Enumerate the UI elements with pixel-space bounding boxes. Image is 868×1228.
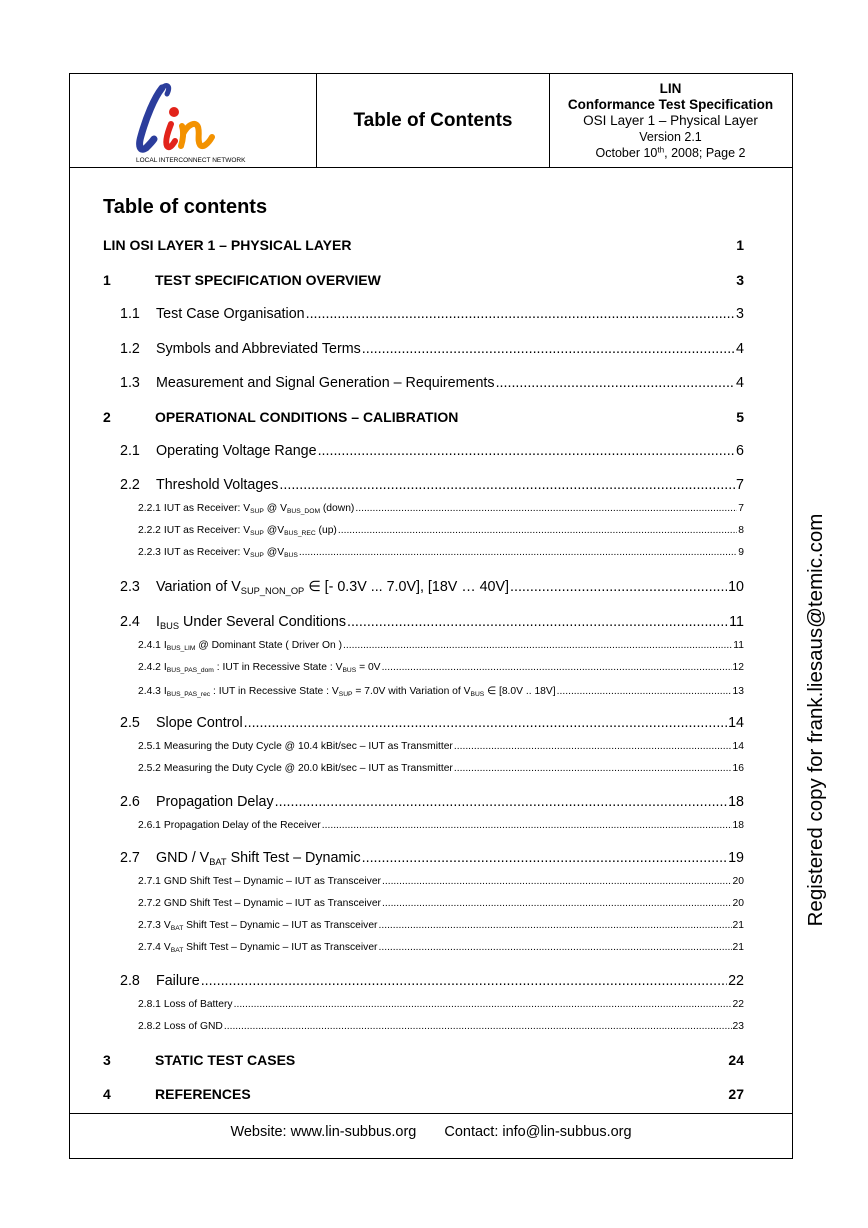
footer-contact: Contact: info@lin-subbus.org — [444, 1124, 632, 1140]
toc-entry-4[interactable]: 4 REFERENCES 27 — [103, 1086, 744, 1102]
toc-entry-1[interactable]: 1 TEST SPECIFICATION OVERVIEW 3 — [103, 272, 744, 288]
toc-entry-2-7-1[interactable]: 2.7.1 GND Shift Test – Dynamic – IUT as Transceiver ..... 20 — [138, 876, 744, 887]
toc-entry-2-3[interactable]: 2.3 Variation of $V_{SUP\_NON\_OP}$ ∈ [- 0.3V ... 7.0V], [18V … 40V] ..... 10 — [120, 579, 744, 595]
toc-entry-2-4-2[interactable]: 2.4.2 $I_{BUS\_PAS\_dom}$ : IUT in Recessive State : $V_{BUS} = 0V$ ..... 12 — [138, 662, 744, 673]
toc-entry-2-7-4[interactable]: 2.7.4 $V_{BAT}$ Shift Test – Dynamic – IUT as Transceiver ..... 21 — [138, 942, 744, 953]
logo-caption: LOCAL INTERCONNECT NETWORK — [136, 157, 246, 164]
document-footer — [70, 1113, 792, 1158]
footer-website: Website: www.lin-subbus.org — [230, 1124, 417, 1140]
toc-entry-2-7-2[interactable]: 2.7.2 GND Shift Test – Dynamic – IUT as Transceiver ..... 20 — [138, 898, 744, 909]
toc-entry-1-3[interactable]: 1.3 Measurement and Signal Generation – Requirements ..... 4 — [120, 375, 744, 391]
toc-entry-2-1[interactable]: 2.1 Operating Voltage Range ..... 6 — [120, 443, 744, 459]
header-lin: LIN — [659, 81, 682, 96]
toc-entry-1-1[interactable]: 1.1 Test Case Organisation ..... 3 — [120, 306, 744, 322]
toc-entry-2-8-1[interactable]: 2.8.1 Loss of Battery ..... 22 — [138, 999, 744, 1010]
toc-entry-2-6-1[interactable]: 2.6.1 Propagation Delay of the Receiver ..... 18 — [138, 820, 744, 831]
toc-title: Table of contents — [103, 196, 268, 218]
header-doc-info — [549, 74, 792, 167]
toc-entry-3[interactable]: 3 STATIC TEST CASES 24 — [103, 1052, 744, 1068]
toc-entry-2-5-2[interactable]: 2.5.2 Measuring the Duty Cycle @ 20.0 kBit/sec – IUT as Transmitter ..... 16 — [138, 763, 744, 774]
toc-entry-2-2[interactable]: 2.2 Threshold Voltages ..... 7 — [120, 477, 744, 493]
toc-entry-1-2[interactable]: 1.2 Symbols and Abbreviated Terms ..... 4 — [120, 341, 744, 357]
lin-logo — [70, 74, 316, 167]
header-title: Table of Contents — [316, 74, 550, 167]
header-osi-layer: OSI Layer 1 – Physical Layer — [583, 113, 758, 128]
toc-entry-2-5-1[interactable]: 2.5.1 Measuring the Duty Cycle @ 10.4 kBit/sec – IUT as Transmitter ..... 14 — [138, 741, 744, 752]
toc-entry-2-2-1[interactable]: 2.2.1 IUT as Receiver: $V_{SUP}$ @ $V_{BUS\_DOM}$ (down) ..... 7 — [138, 503, 744, 514]
toc-entry-2-7[interactable]: 2.7 GND / $V_{BAT}$ Shift Test – Dynamic ..... 19 — [120, 850, 744, 866]
toc-entry-2-2-3[interactable]: 2.2.3 IUT as Receiver: $V_{SUP}$ $@V_{BUS}$ ..... 9 — [138, 547, 744, 558]
toc-entry-2-8[interactable]: 2.8 Failure ..... 22 — [120, 973, 744, 989]
toc-entry-top[interactable]: LIN OSI LAYER 1 – PHYSICAL LAYER 1 — [103, 237, 744, 253]
toc-entry-2-4-3[interactable]: 2.4.3 $I_{BUS\_PAS\_rec}$ : IUT in Recessive State : $V_{SUP} = 7.0V$ with Variation of $V_{BUS}$ ∈ [8.0V .. 18V] ..... 13 — [138, 685, 744, 697]
toc-entry-2-5[interactable]: 2.5 Slope Control ..... 14 — [120, 715, 744, 731]
toc-entry-2-8-2[interactable]: 2.8.2 Loss of GND ..... 23 — [138, 1021, 744, 1032]
toc-entry-2-7-3[interactable]: 2.7.3 $V_{BAT}$ Shift Test – Dynamic – IUT as Transceiver ..... 21 — [138, 920, 744, 931]
toc-entry-2-2-2[interactable]: 2.2.2 IUT as Receiver: $V_{SUP}$ $@V_{BUS\_REC}$ (up) ..... 8 — [138, 525, 744, 536]
header-date: October 10th, 2008; Page 2 — [595, 145, 746, 160]
toc-entry-2-6[interactable]: 2.6 Propagation Delay ..... 18 — [120, 794, 744, 810]
header-version: Version 2.1 — [639, 130, 702, 144]
toc-entry-2-4-1[interactable]: 2.4.1 $I_{BUS\_LIM}$ @ Dominant State ( Driver On ) ..... 11 — [138, 640, 744, 651]
toc-entry-2[interactable]: 2 OPERATIONAL CONDITIONS – CALIBRATION 5 — [103, 409, 744, 425]
document-header — [70, 74, 792, 168]
lin-logo-icon — [70, 74, 316, 167]
registered-copy-watermark: Registered copy for frank.liesaus@temic.com — [804, 513, 827, 927]
toc-entry-2-4[interactable]: 2.4 $I_{BUS}$ Under Several Conditions ..... 11 — [120, 614, 744, 630]
header-spec-name: Conformance Test Specification — [567, 97, 774, 112]
